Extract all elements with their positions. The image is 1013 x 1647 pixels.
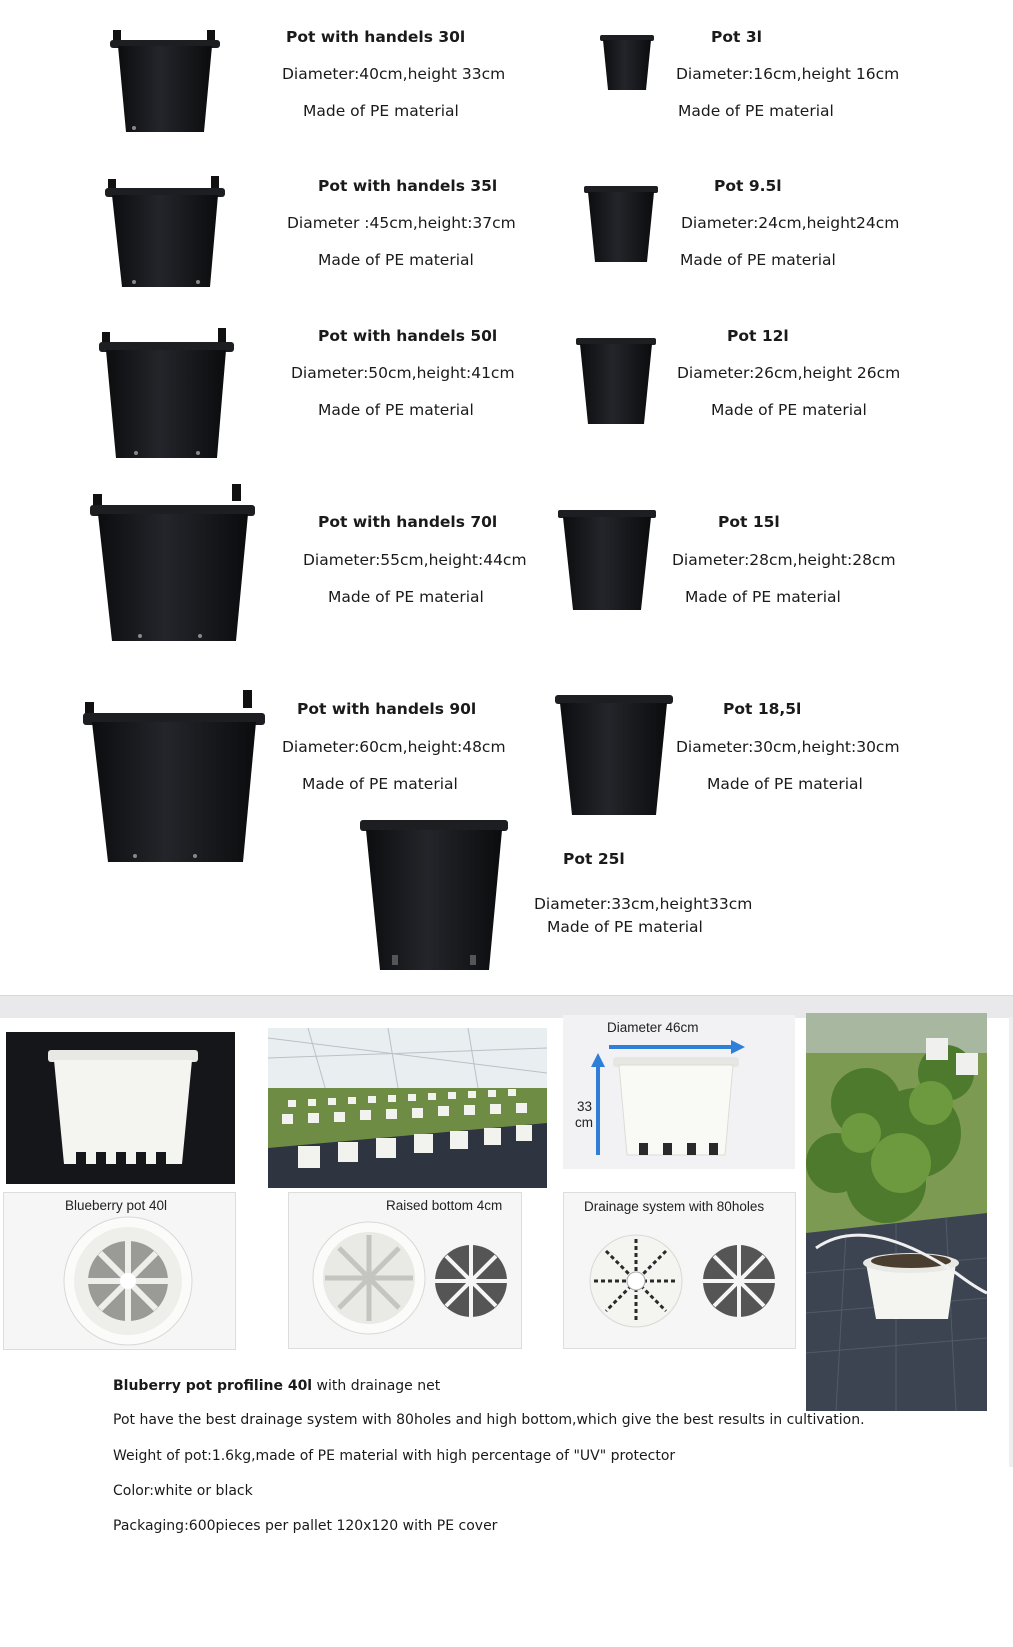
field-photo — [268, 1028, 547, 1188]
product-name: Pot with handels 50l — [318, 327, 498, 345]
product-name: Pot with handels 90l — [297, 700, 477, 718]
blueberry-pot-top-diagram — [4, 1193, 235, 1349]
product-name: Pot 3l — [711, 28, 762, 46]
product-dims: Diameter:30cm,height:30cm — [676, 738, 900, 756]
diameter-label: Diameter 46cm — [607, 1020, 699, 1035]
drainage-photo — [563, 1192, 796, 1349]
description-line-4: Packaging:600pieces per pallet 120x120 with PE cover — [113, 1518, 498, 1534]
blueberry-pot-top-photo — [3, 1192, 236, 1350]
height-label-unit: cm — [575, 1115, 593, 1130]
product-dims: Diameter:55cm,height:44cm — [303, 551, 527, 569]
description-title-rest: with drainage net — [312, 1378, 441, 1394]
raised-bottom-photo — [288, 1192, 522, 1349]
product-material: Made of PE material — [711, 401, 867, 419]
product-material: Made of PE material — [707, 775, 863, 793]
product-name: Pot with handels 30l — [286, 28, 466, 46]
product-material: Made of PE material — [678, 102, 834, 120]
product-dims: Diameter:60cm,height:48cm — [282, 738, 506, 756]
product-dims: Diameter:16cm,height 16cm — [676, 65, 900, 83]
product-dims: Diameter:40cm,height 33cm — [282, 65, 506, 83]
dimension-photo — [563, 1015, 795, 1169]
product-dims: Diameter:24cm,height24cm — [681, 214, 900, 232]
product-name: Pot 18,5l — [723, 700, 802, 718]
description-title-bold: Bluberry pot profiline 40l — [113, 1378, 313, 1394]
product-dims: Diameter:28cm,height:28cm — [672, 551, 896, 569]
product-name: Pot 12l — [727, 327, 789, 345]
pot-18-5l-image — [555, 695, 673, 815]
product-material: Made of PE material — [685, 588, 841, 606]
pot-handles-35l-image — [105, 176, 225, 287]
pot-handles-70l-image — [90, 484, 255, 641]
pot-handles-90l-image — [83, 690, 265, 862]
product-material: Made of PE material — [328, 588, 484, 606]
product-dims: Diameter:26cm,height 26cm — [677, 364, 901, 382]
product-dims: Diameter :45cm,height:37cm — [287, 214, 516, 232]
product-material: Made of PE material — [318, 401, 474, 419]
product-material: Made of PE material — [680, 251, 836, 269]
product-material: Made of PE material — [318, 251, 474, 269]
product-dims: Diameter:33cm,height33cm — [534, 895, 753, 913]
product-name: Pot with handels 70l — [318, 513, 498, 531]
right-edge-bar — [1009, 1017, 1013, 1467]
product-material: Made of PE material — [302, 775, 458, 793]
blueberry-plant-photo — [806, 1013, 987, 1411]
pot-12l-image — [576, 338, 656, 424]
pot-handles-50l-image — [99, 328, 234, 458]
caption-drainage: Drainage system with 80holes — [584, 1199, 765, 1214]
pot-25l-image — [360, 820, 508, 970]
product-material: Made of PE material — [303, 102, 459, 120]
caption-blueberry-pot: Blueberry pot 40l — [65, 1198, 168, 1213]
height-label-num: 33 — [577, 1099, 593, 1114]
white-pot-photo — [6, 1032, 235, 1184]
description-line-2: Weight of pot:1.6kg,made of PE material with high percentage of "UV" protector — [113, 1448, 676, 1464]
drainage-diagram — [564, 1193, 795, 1348]
product-material: Made of PE material — [547, 918, 703, 936]
product-name: Pot 9.5l — [714, 177, 782, 195]
product-dims: Diameter:50cm,height:41cm — [291, 364, 515, 382]
pot-9-5l-image — [584, 186, 658, 262]
caption-raised-bottom: Raised bottom 4cm — [386, 1198, 503, 1213]
product-name: Pot with handels 35l — [318, 177, 498, 195]
description-line-3: Color:white or black — [113, 1483, 253, 1499]
pot-15l-image — [558, 510, 656, 610]
dimension-diagram — [563, 1015, 795, 1169]
raised-bottom-diagram — [289, 1193, 521, 1348]
product-name: Pot 25l — [563, 850, 625, 868]
pot-3l-image — [600, 35, 654, 90]
pot-handles-30l-image — [110, 30, 220, 132]
description-line-1: Pot have the best drainage system with 80holes and high bottom,which give the best results in cultivation. — [113, 1412, 865, 1428]
description-title — [113, 1378, 440, 1394]
product-name: Pot 15l — [718, 513, 780, 531]
